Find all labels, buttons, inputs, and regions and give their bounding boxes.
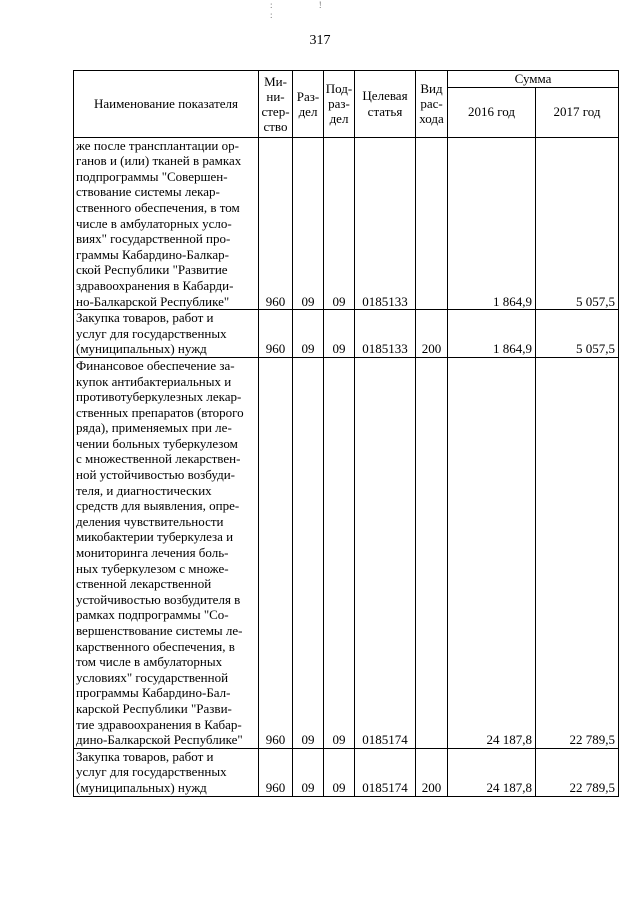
row-target-article: 0185174 — [355, 748, 416, 796]
row-sum-2016: 1 864,9 — [448, 137, 536, 310]
row-name: же после трансплантации ор- ганов и (или) тканей в рамках подпрограммы "Совершен- ствование системы лекар- ственного обеспечения, в том числе в амбулаторных усло- виях" государственной про- граммы Кабардино-Балкар- ской Республики "Развитие здравоохранения в Кабарди- но-Балкарской Республике" — [74, 137, 259, 310]
row-subsection: 09 — [324, 310, 355, 358]
row-subsection: 09 — [324, 137, 355, 310]
row-name: Финансовое обеспечение за- купок антибактериальных и противотуберкулезных лекар- ственных препаратов (второго ряда), применяемых при ле- чении больных туберкулезом с множественной лекарствен- ной устойчивостью возбуди- теля, и диагностических средств для выявления, опре- деления чувствительности микобактерии туберкулеза и мониторинга лечения боль- ных туберкулезом с множе- ственной лекарственной устойчивостью возбудителя в рамках подпрограммы "Со- вершенствование системы ле- карственного обеспечения, в том числе в амбулаторных условиях" государственной программы Кабардино-Бал- карской Республики "Разви- тие здравоохранения в Кабар- дино-Балкарской Республике" — [74, 357, 259, 748]
header-section: Раз- дел — [293, 71, 324, 138]
header-expense-type: Вид рас- хода — [416, 71, 448, 138]
row-section: 09 — [293, 748, 324, 796]
header-ministry: Ми- ни- стер- ство — [259, 71, 293, 138]
header-sum: Сумма — [448, 71, 619, 88]
row-sum-2017: 22 789,5 — [536, 748, 619, 796]
header-subsection: Под- раз- дел — [324, 71, 355, 138]
table-row — [74, 748, 619, 796]
scan-marks: : ! : — [270, 0, 344, 20]
row-sum-2016: 24 187,8 — [448, 357, 536, 748]
header-name: Наименование показателя — [74, 71, 259, 138]
row-sum-2017: 22 789,5 — [536, 357, 619, 748]
header-year-2017: 2017 год — [536, 87, 619, 137]
row-section: 09 — [293, 137, 324, 310]
row-name: Закупка товаров, работ и услуг для государственных (муниципальных) нужд — [74, 310, 259, 358]
row-expense-type: 200 — [416, 310, 448, 358]
budget-table — [73, 70, 619, 797]
row-expense-type: 200 — [416, 748, 448, 796]
row-target-article: 0185133 — [355, 137, 416, 310]
page-number: 317 — [309, 33, 331, 48]
row-section: 09 — [293, 310, 324, 358]
row-ministry: 960 — [259, 310, 293, 358]
row-expense-type — [416, 357, 448, 748]
row-target-article: 0185174 — [355, 357, 416, 748]
row-subsection: 09 — [324, 357, 355, 748]
row-name: Закупка товаров, работ и услуг для государственных (муниципальных) нужд — [74, 748, 259, 796]
row-expense-type — [416, 137, 448, 310]
table-row — [74, 137, 619, 310]
row-sum-2017: 5 057,5 — [536, 310, 619, 358]
row-sum-2016: 24 187,8 — [448, 748, 536, 796]
table-row — [74, 310, 619, 358]
row-target-article: 0185133 — [355, 310, 416, 358]
row-sum-2016: 1 864,9 — [448, 310, 536, 358]
header-target-article: Целевая статья — [355, 71, 416, 138]
row-ministry: 960 — [259, 137, 293, 310]
row-sum-2017: 5 057,5 — [536, 137, 619, 310]
row-ministry: 960 — [259, 357, 293, 748]
row-subsection: 09 — [324, 748, 355, 796]
table-header — [74, 71, 619, 138]
table-row — [74, 357, 619, 748]
row-section: 09 — [293, 357, 324, 748]
row-ministry: 960 — [259, 748, 293, 796]
header-year-2016: 2016 год — [448, 87, 536, 137]
